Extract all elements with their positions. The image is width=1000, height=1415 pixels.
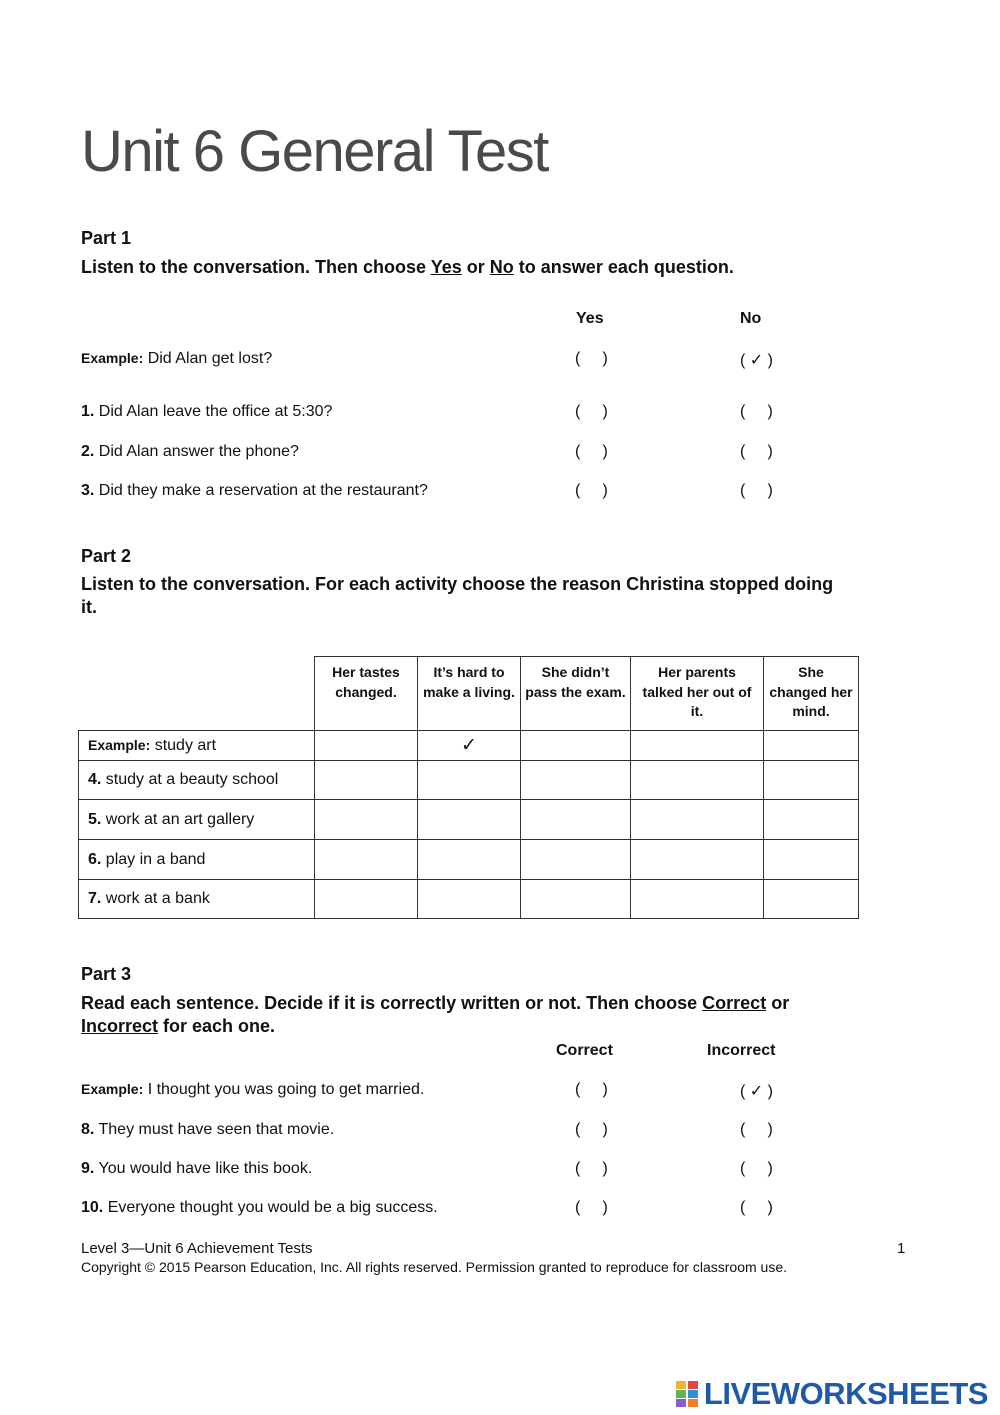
cell-5-changed-mind[interactable] [764, 800, 859, 840]
cell-5-parents[interactable] [631, 800, 764, 840]
col-header-hard-living: It’s hard to make a living. [418, 657, 521, 731]
cell-7-exam[interactable] [521, 880, 631, 919]
cell-ex-exam[interactable] [521, 731, 631, 761]
footer-copyright: Copyright © 2015 Pearson Education, Inc. All rights reserved. Permission granted to reproduce for classroom use. [81, 1259, 788, 1275]
cell-5-hard-living[interactable] [418, 800, 521, 840]
cell-4-changed-mind[interactable] [764, 761, 859, 800]
q10-incorrect-choice[interactable]: ( ) [740, 1199, 773, 1216]
q9-correct-choice[interactable]: ( ) [575, 1160, 608, 1177]
cell-4-hard-living[interactable] [418, 761, 521, 800]
q10-correct-choice[interactable]: ( ) [575, 1199, 608, 1216]
cell-4-exam[interactable] [521, 761, 631, 800]
question-3: 3. Did they make a reservation at the restaurant? [81, 482, 428, 499]
col-correct-header: Correct [556, 1042, 613, 1059]
cell-6-changed-mind[interactable] [764, 840, 859, 880]
col-no-header: No [740, 310, 762, 327]
q2-yes-choice[interactable]: ( ) [575, 443, 608, 460]
col-yes-header: Yes [576, 310, 604, 327]
row-label-6: 6. play in a band [79, 840, 315, 880]
question-9: 9. You would have like this book. [81, 1160, 313, 1177]
page-number: 1 [897, 1240, 906, 1257]
q8-correct-choice[interactable]: ( ) [575, 1121, 608, 1138]
example-yes-choice[interactable]: ( ) [575, 350, 608, 367]
question-10: 10. Everyone thought you would be a big success. [81, 1199, 438, 1216]
no-keyword: No [489, 257, 514, 277]
row-label-7: 7. work at a bank [79, 880, 315, 919]
part1-example: Example: Did Alan get lost? [81, 350, 273, 367]
row-label-4: 4. study at a beauty school [79, 761, 315, 800]
table-row [79, 800, 859, 840]
table-header-row [79, 657, 859, 731]
cell-ex-tastes[interactable] [315, 731, 418, 761]
part2-instruction: Listen to the conversation. For each activity choose the reason Christina stopped doing it. [81, 574, 834, 617]
cell-ex-hard-living[interactable]: ✓ [418, 731, 521, 761]
q9-incorrect-choice[interactable]: ( ) [740, 1160, 773, 1177]
q3-yes-choice[interactable]: ( ) [575, 482, 608, 499]
cell-6-parents[interactable] [631, 840, 764, 880]
q1-yes-choice[interactable]: ( ) [575, 403, 608, 420]
yes-keyword: Yes [430, 257, 462, 277]
reasons-table [78, 656, 859, 919]
cell-ex-parents[interactable] [631, 731, 764, 761]
cell-7-tastes[interactable] [315, 880, 418, 919]
question-1: 1. Did Alan leave the office at 5:30? [81, 403, 333, 420]
cell-5-tastes[interactable] [315, 800, 418, 840]
part1-heading: Part 1 [81, 228, 132, 248]
part2-heading: Part 2 [81, 546, 132, 566]
row-label-example: Example: study art [79, 731, 315, 761]
table-corner [79, 657, 315, 731]
q1-no-choice[interactable]: ( ) [740, 403, 773, 420]
page-title: Unit 6 General Test [81, 119, 548, 184]
col-header-parents: Her parents talked her out of it. [631, 657, 764, 731]
part3-instruction: Read each sentence. Decide if it is correctly written or not. Then choose Correct or Incorrect for each one. [81, 993, 790, 1036]
q2-no-choice[interactable]: ( ) [740, 443, 773, 460]
part3-example: Example: I thought you was going to get married. [81, 1081, 425, 1098]
cell-ex-changed-mind[interactable] [764, 731, 859, 761]
col-header-changed-mind: She changed her mind. [764, 657, 859, 731]
col-header-exam: She didn’t pass the exam. [521, 657, 631, 731]
example-no-choice[interactable]: ( ✓ ) [740, 352, 773, 369]
cell-4-tastes[interactable] [315, 761, 418, 800]
incorrect-keyword: Incorrect [81, 1016, 159, 1036]
cell-6-hard-living[interactable] [418, 840, 521, 880]
q8-incorrect-choice[interactable]: ( ) [740, 1121, 773, 1138]
part1-instruction: Listen to the conversation. Then choose Yes or No to answer each question. [81, 257, 734, 277]
cell-7-changed-mind[interactable] [764, 880, 859, 919]
cell-7-parents[interactable] [631, 880, 764, 919]
table-row [79, 761, 859, 800]
table-row [79, 880, 859, 919]
footer-level: Level 3—Unit 6 Achievement Tests [81, 1240, 313, 1257]
correct-keyword: Correct [702, 993, 767, 1013]
logo-blocks-icon [676, 1381, 698, 1407]
table-row [79, 840, 859, 880]
cell-7-hard-living[interactable] [418, 880, 521, 919]
example-correct-choice[interactable]: ( ) [575, 1081, 608, 1098]
table-row [79, 731, 859, 761]
q3-no-choice[interactable]: ( ) [740, 482, 773, 499]
example-incorrect-choice[interactable]: ( ✓ ) [740, 1083, 773, 1100]
col-incorrect-header: Incorrect [707, 1042, 776, 1059]
question-2: 2. Did Alan answer the phone? [81, 443, 299, 460]
col-header-tastes: Her tastes changed. [315, 657, 418, 731]
cell-5-exam[interactable] [521, 800, 631, 840]
row-label-5: 5. work at an art gallery [79, 800, 315, 840]
logo-text: LIVEWORKSHEETS [703, 1376, 988, 1411]
question-8: 8. They must have seen that movie. [81, 1121, 335, 1138]
part3-heading: Part 3 [81, 964, 132, 984]
cell-6-tastes[interactable] [315, 840, 418, 880]
liveworksheets-logo [676, 1376, 988, 1412]
cell-4-parents[interactable] [631, 761, 764, 800]
cell-6-exam[interactable] [521, 840, 631, 880]
